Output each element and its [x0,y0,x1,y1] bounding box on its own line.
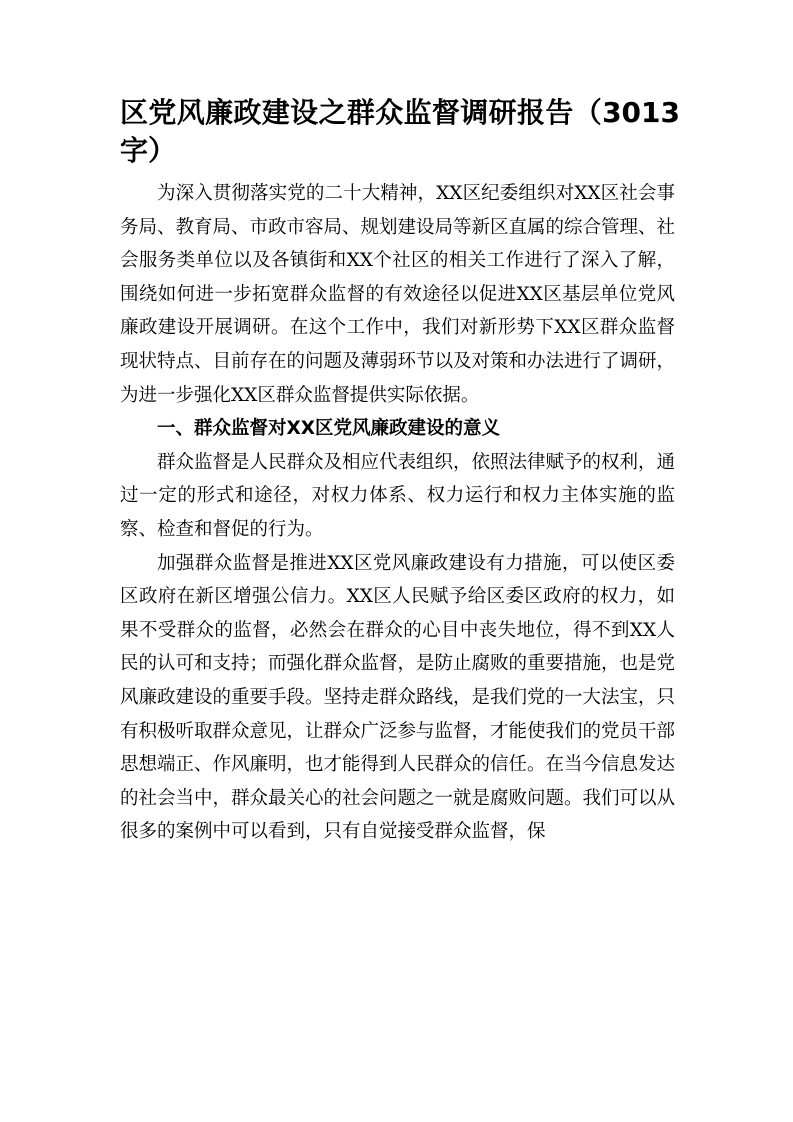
section-heading-1: 一、群众监督对XX区党风廉政建设的意义 [157,418,501,440]
document-body [120,177,675,849]
paragraph-definition: 群众监督是人民群众及相应代表组织，依照法律赋予的权利，通过一定的形式和途径，对权力体系、权力运行和权力主体实施的监察、检查和督促的行为。 [120,451,676,540]
document-title: 区党风廉政建设之群众监督调研报告（3013字） [120,96,680,167]
paragraph-intro: 为深入贯彻落实党的二十大精神，XX区纪委组织对XX区社会事务局、教育局、市政市容局、规划建设局等新区直属的综合管理、社会服务类单位以及各镇街和XX个社区的相关工作进行了深入了解，围绕如何进一步拓宽群众监督的有效途径以促进XX区基层单位党风廉政建设开展调研。在这个工作中，我们对新形势下XX区群众监督现状特点、目前存在的问题及薄弱环节以及对策和办法进行了调研，为进一步强化XX区群众监督提供实际依据。 [120,183,676,406]
paragraph-significance: 加强群众监督是推进XX区党风廉政建设有力措施，可以使区委区政府在新区增强公信力。XX区人民赋予给区委区政府的权力，如果不受群众的监督，必然会在群众的心目中丧失地位，得不到XX人民的认可和支持；而强化群众监督，是防止腐败的重要措施，也是党风廉政建设的重要手段。坚持走群众路线，是我们党的一大法宝，只有积极听取群众意见，让群众广泛参与监督，才能使我们的党员干部思想端正、作风廉明，也才能得到人民群众的信任。在当今信息发达的社会当中，群众最关心的社会问题之一就是腐败问题。我们可以从很多的案例中可以看到，只有自觉接受群众监督，保 [120,552,676,843]
